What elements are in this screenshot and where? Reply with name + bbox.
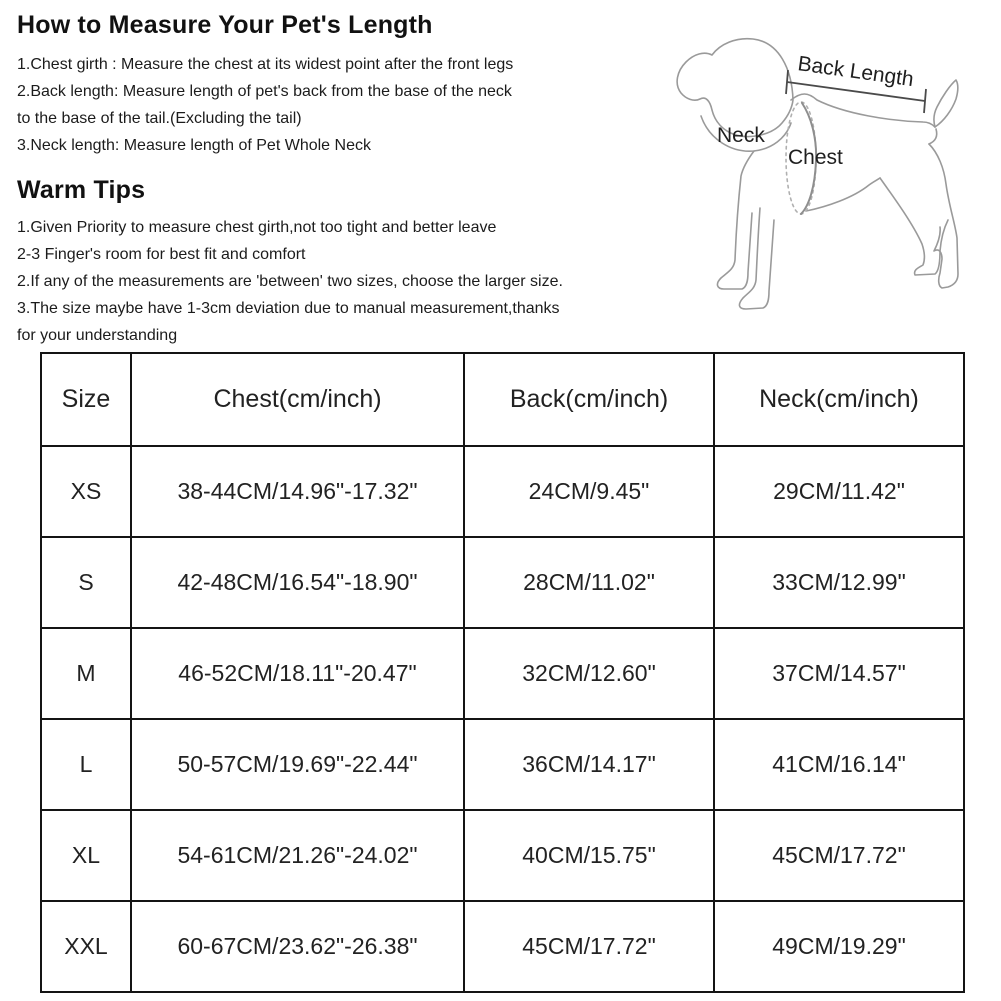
dog-rump [929,129,937,144]
dog-head [677,39,793,137]
header-back: Back(cm/inch) [464,353,714,446]
table-row-xl [41,810,964,901]
neck-cell: 37CM/14.57" [714,628,964,719]
back-cell: 24CM/9.45" [464,446,714,537]
dog-measurement-diagram [655,8,1001,348]
back-cell: 45CM/17.72" [464,901,714,992]
neck-cell: 49CM/19.29" [714,901,964,992]
warm-tips-title: Warm Tips [17,176,146,204]
header-neck: Neck(cm/inch) [714,353,964,446]
warm-tips-section [17,176,677,349]
dog-front-leg-near [717,151,754,289]
chest-cell: 38-44CM/14.96"-17.32" [131,446,464,537]
table-row-xs [41,446,964,537]
tip-line-4: 3.The size maybe have 1-3cm deviation due to manual measurement,thanks [17,300,560,317]
size-cell: M [41,628,131,719]
measure-instructions [17,51,657,159]
neck-cell: 41CM/16.14" [714,719,964,810]
tip-line-2: 2-3 Finger's room for best fit and comfort [17,246,306,263]
instruction-line-2: 2.Back length: Measure length of pet's back from the base of the neck [17,83,512,100]
dog-front-leg-far [739,208,774,309]
size-chart-section [40,352,963,993]
measure-instructions-section [17,11,657,159]
tip-line-1: 1.Given Priority to measure chest girth,not too tight and better leave [17,219,497,236]
neck-cell: 45CM/17.72" [714,810,964,901]
neck-cell: 33CM/12.99" [714,537,964,628]
size-cell: XXL [41,901,131,992]
neck-label: Neck [717,124,765,147]
tip-line-5: for your understanding [17,327,178,344]
neck-cell: 29CM/11.42" [714,446,964,537]
back-cell: 28CM/11.02" [464,537,714,628]
back-cell: 40CM/15.75" [464,810,714,901]
table-row-s [41,537,964,628]
dog-rear-leg-far [880,178,948,275]
chest-cell: 50-57CM/19.69"-22.44" [131,719,464,810]
dog-belly-line [806,178,880,211]
table-row-xxl [41,901,964,992]
warm-tips-list [17,214,677,349]
chest-label: Chest [788,146,843,169]
back-cell: 32CM/12.60" [464,628,714,719]
tip-line-3: 2.If any of the measurements are 'between' two sizes, choose the larger size. [17,273,563,290]
back-length-label: Back Length [796,52,916,92]
size-chart-header-row [41,353,964,446]
dog-outline-drawing [655,8,1001,348]
size-cell: XS [41,446,131,537]
instruction-line-3: to the base of the tail.(Excluding the tail) [17,110,302,127]
chest-cell: 42-48CM/16.54"-18.90" [131,537,464,628]
dog-rear-leg-near [929,144,958,288]
instruction-line-1: 1.Chest girth : Measure the chest at its widest point after the front legs [17,56,514,73]
size-cell: XL [41,810,131,901]
size-cell: S [41,537,131,628]
header-chest: Chest(cm/inch) [131,353,464,446]
header-size: Size [41,353,131,446]
size-chart-table [40,352,965,993]
chest-cell: 54-61CM/21.26"-24.02" [131,810,464,901]
table-row-l [41,719,964,810]
chest-cell: 46-52CM/18.11"-20.47" [131,628,464,719]
size-cell: L [41,719,131,810]
dog-tail [934,80,958,127]
page-title: How to Measure Your Pet's Length [17,11,433,39]
back-cell: 36CM/14.17" [464,719,714,810]
instruction-line-4: 3.Neck length: Measure length of Pet Whole Neck [17,137,371,154]
chest-cell: 60-67CM/23.62"-26.38" [131,901,464,992]
table-row-m [41,628,964,719]
